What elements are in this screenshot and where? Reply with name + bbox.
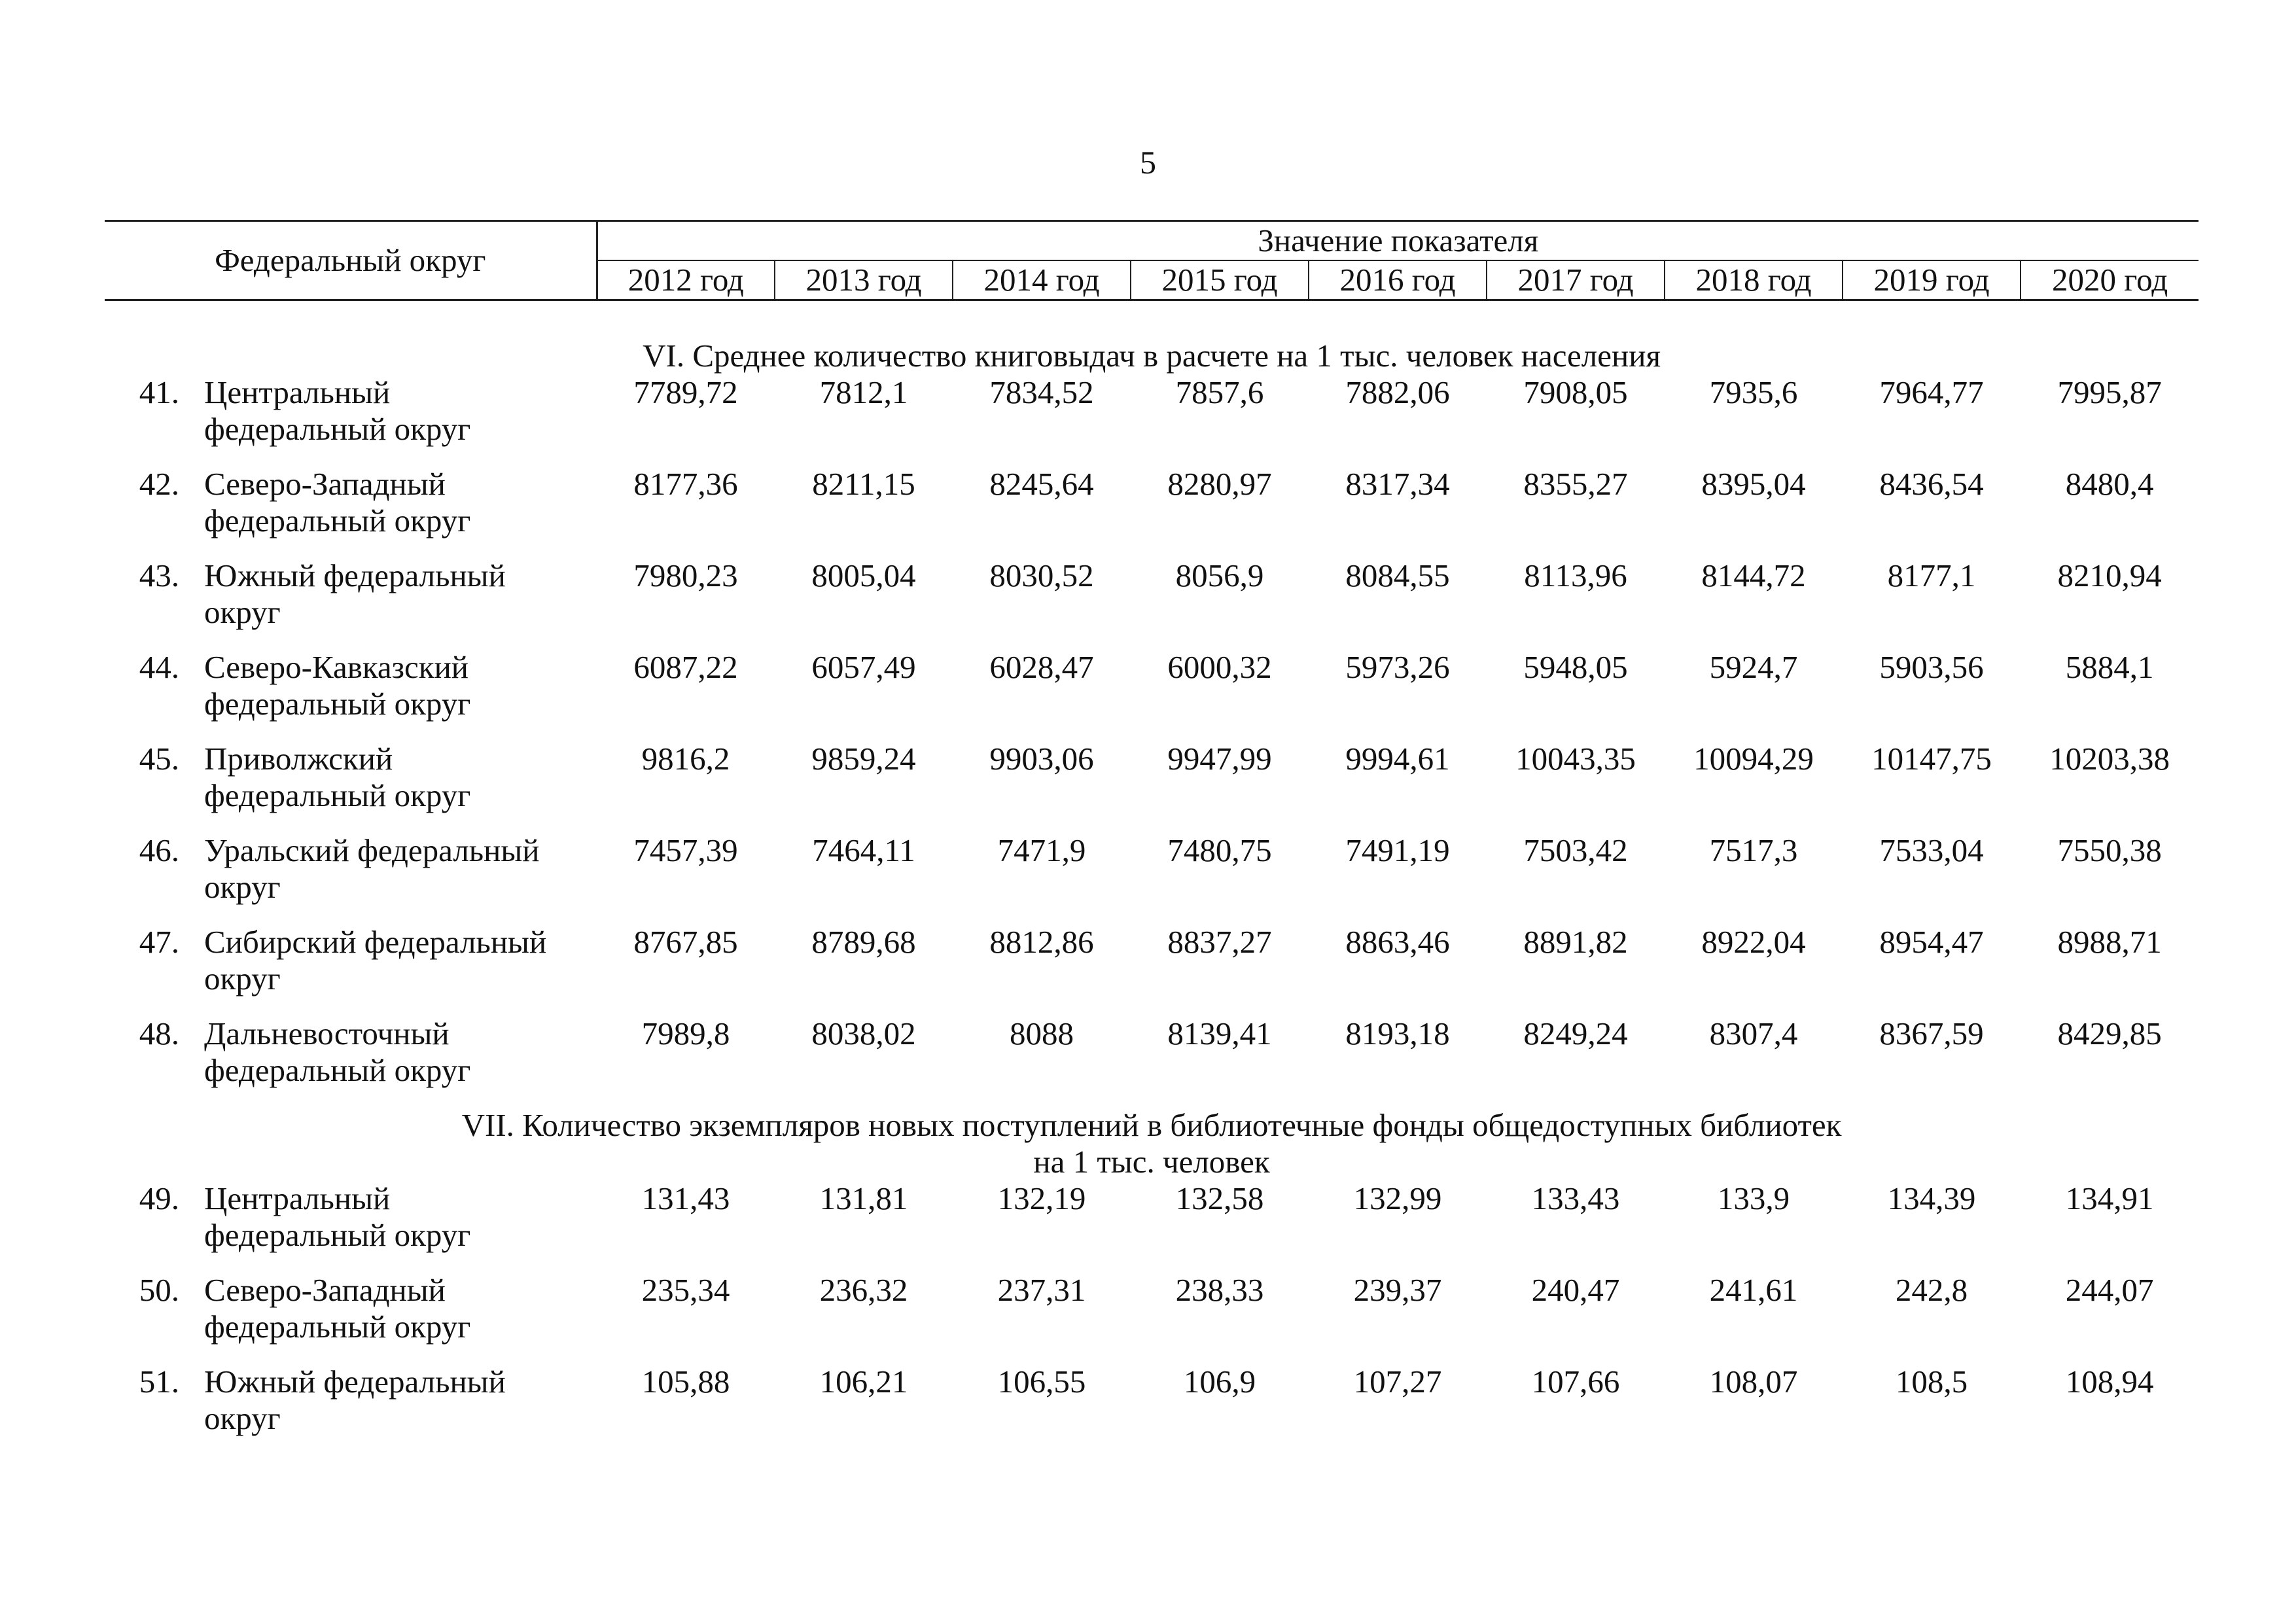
row-number: 44. <box>139 649 179 685</box>
value-cell: 7503,42 <box>1523 832 1628 868</box>
value-cell: 8210,94 <box>2057 557 2162 593</box>
section-title <box>105 300 2199 375</box>
value-cell: 240,47 <box>1531 1272 1620 1308</box>
value-cell: 8144,72 <box>1701 557 1806 593</box>
value-cell: 106,55 <box>997 1364 1086 1400</box>
district-name-line: федеральный округ <box>204 502 471 538</box>
value-cell: 106,21 <box>819 1364 908 1400</box>
table-row <box>105 374 2199 466</box>
value-cell: 239,37 <box>1353 1272 1442 1308</box>
value-cell: 108,94 <box>2065 1364 2154 1400</box>
value-cell: 8005,04 <box>811 557 916 593</box>
table-row <box>105 1364 2199 1455</box>
row-number: 49. <box>139 1180 179 1216</box>
value-cell: 8812,86 <box>989 924 1094 960</box>
value-cell: 238,33 <box>1175 1272 1264 1308</box>
value-cell: 8767,85 <box>633 924 738 960</box>
value-cell: 5884,1 <box>2065 649 2154 685</box>
value-cell: 8355,27 <box>1523 466 1628 502</box>
section-row <box>105 300 2199 375</box>
section-title-line: VII. Количество экземпляров новых поступлений в библиотечные фонды общедоступных библиотек <box>461 1107 1842 1143</box>
value-cell: 9859,24 <box>811 741 916 777</box>
value-cell: 6087,22 <box>633 649 738 685</box>
value-cell: 242,8 <box>1895 1272 1968 1308</box>
district-name <box>204 649 597 741</box>
district-name-line: Уральский федеральный <box>204 832 540 868</box>
value-cell: 7457,39 <box>633 832 738 868</box>
value-cell: 5924,7 <box>1709 649 1798 685</box>
district-name <box>204 466 597 557</box>
value-cell: 132,99 <box>1353 1180 1442 1216</box>
value-cell: 244,07 <box>2065 1272 2154 1308</box>
value-cell: 7995,87 <box>2057 374 2162 410</box>
table-row <box>105 741 2199 832</box>
value-cell: 106,9 <box>1183 1364 1256 1400</box>
value-cell: 8922,04 <box>1701 924 1806 960</box>
value-cell: 131,43 <box>641 1180 730 1216</box>
value-cell: 8280,97 <box>1167 466 1272 502</box>
value-cell: 10203,38 <box>2049 741 2170 777</box>
row-number: 48. <box>139 1015 179 1051</box>
year-header: 2019 год <box>1843 260 2021 300</box>
district-name-line: Приволжский <box>204 741 393 777</box>
district-name-line: федеральный округ <box>204 777 471 813</box>
table-row <box>105 832 2199 924</box>
district-header: Федеральный округ <box>105 221 597 300</box>
district-name-line: Северо-Западный <box>204 1272 446 1308</box>
value-cell: 133,9 <box>1717 1180 1790 1216</box>
district-name-line: Сибирский федеральный <box>204 924 547 960</box>
value-cell: 7491,19 <box>1345 832 1450 868</box>
value-cell: 8249,24 <box>1523 1015 1628 1051</box>
district-name-line: федеральный округ <box>204 1309 471 1345</box>
section-title-line: VI. Среднее количество книговыдач в расчете на 1 тыс. человек населения <box>643 338 1661 374</box>
value-cell: 134,39 <box>1887 1180 1976 1216</box>
row-number: 50. <box>139 1272 179 1308</box>
table-row <box>105 1015 2199 1107</box>
value-cell: 8429,85 <box>2057 1015 2162 1051</box>
value-cell: 7464,11 <box>812 832 915 868</box>
value-cell: 8367,59 <box>1879 1015 1984 1051</box>
value-cell: 7989,8 <box>641 1015 730 1051</box>
value-cell: 8030,52 <box>989 557 1094 593</box>
table-row <box>105 1180 2199 1272</box>
district-name <box>204 924 597 1015</box>
row-number: 42. <box>139 466 179 502</box>
value-cell: 7812,1 <box>819 374 908 410</box>
value-cell: 10043,35 <box>1515 741 1636 777</box>
value-cell: 8056,9 <box>1175 557 1264 593</box>
value-cell: 237,31 <box>997 1272 1086 1308</box>
district-name-line: округ <box>204 869 281 905</box>
value-cell: 132,19 <box>997 1180 1086 1216</box>
year-header: 2020 год <box>2021 260 2199 300</box>
value-cell: 8480,4 <box>2065 466 2154 502</box>
value-cell: 6057,49 <box>811 649 916 685</box>
table-row <box>105 1272 2199 1364</box>
value-cell: 8177,36 <box>633 466 738 502</box>
row-number: 45. <box>139 741 179 777</box>
value-cell: 108,5 <box>1895 1364 1968 1400</box>
value-cell: 7980,23 <box>633 557 738 593</box>
value-cell: 8245,64 <box>989 466 1094 502</box>
value-cell: 7908,05 <box>1523 374 1628 410</box>
value-cell: 7964,77 <box>1879 374 1984 410</box>
value-cell: 9903,06 <box>989 741 1094 777</box>
value-cell: 8863,46 <box>1345 924 1450 960</box>
value-cell: 8789,68 <box>811 924 916 960</box>
district-name-line: Северо-Кавказский <box>204 649 469 685</box>
value-cell: 6000,32 <box>1167 649 1272 685</box>
value-cell: 8988,71 <box>2057 924 2162 960</box>
year-header: 2015 год <box>1131 260 1309 300</box>
table-row <box>105 557 2199 649</box>
year-header: 2013 год <box>775 260 953 300</box>
district-name-line: Центральный <box>204 1180 391 1216</box>
value-cell: 10094,29 <box>1693 741 1814 777</box>
value-cell: 133,43 <box>1531 1180 1620 1216</box>
value-cell: 7550,38 <box>2057 832 2162 868</box>
value-cell: 9994,61 <box>1345 741 1450 777</box>
value-cell: 7935,6 <box>1709 374 1798 410</box>
district-name <box>204 832 597 924</box>
value-cell: 8088 <box>1010 1015 1074 1051</box>
page-number: 5 <box>1140 144 1156 181</box>
year-header: 2012 год <box>597 260 775 300</box>
year-header: 2018 год <box>1665 260 1843 300</box>
row-number: 43. <box>139 557 179 593</box>
value-cell: 8177,1 <box>1887 557 1976 593</box>
indicator-table <box>105 220 2199 1455</box>
value-cell: 8837,27 <box>1167 924 1272 960</box>
value-cell: 8891,82 <box>1523 924 1628 960</box>
value-cell: 7882,06 <box>1345 374 1450 410</box>
table-row <box>105 466 2199 557</box>
value-cell: 7834,52 <box>989 374 1094 410</box>
section-title <box>105 1107 2199 1180</box>
value-cell: 108,07 <box>1709 1364 1798 1400</box>
value-cell: 8395,04 <box>1701 466 1806 502</box>
value-cell: 7517,3 <box>1709 832 1798 868</box>
district-name-line: Центральный <box>204 374 391 410</box>
year-header: 2016 год <box>1309 260 1487 300</box>
district-name-line: Северо-Западный <box>204 466 446 502</box>
value-cell: 8307,4 <box>1709 1015 1798 1051</box>
value-cell: 8038,02 <box>811 1015 916 1051</box>
district-name-line: федеральный округ <box>204 1217 471 1253</box>
section-row <box>105 1107 2199 1180</box>
district-name <box>204 1180 597 1272</box>
value-cell: 8139,41 <box>1167 1015 1272 1051</box>
district-name <box>204 557 597 649</box>
value-cell: 8317,34 <box>1345 466 1450 502</box>
value-cell: 8113,96 <box>1524 557 1627 593</box>
district-name-line: федеральный округ <box>204 1052 471 1088</box>
indicator-value-header: Значение показателя <box>597 221 2199 261</box>
district-name-line: округ <box>204 594 281 630</box>
value-cell: 241,61 <box>1709 1272 1798 1308</box>
value-cell: 5903,56 <box>1879 649 1984 685</box>
district-name-line: федеральный округ <box>204 686 471 722</box>
district-name <box>204 741 597 832</box>
value-cell: 7533,04 <box>1879 832 1984 868</box>
value-cell: 7789,72 <box>633 374 738 410</box>
district-name-line: Южный федеральный <box>204 1364 506 1400</box>
table-row <box>105 649 2199 741</box>
value-cell: 105,88 <box>641 1364 730 1400</box>
value-cell: 7857,6 <box>1175 374 1264 410</box>
value-cell: 8193,18 <box>1345 1015 1450 1051</box>
section-title-line: на 1 тыс. человек <box>1033 1144 1270 1180</box>
value-cell: 8436,54 <box>1879 466 1984 502</box>
district-name <box>204 1364 597 1455</box>
value-cell: 131,81 <box>819 1180 908 1216</box>
district-name <box>204 1015 597 1107</box>
value-cell: 236,32 <box>819 1272 908 1308</box>
value-cell: 5973,26 <box>1345 649 1450 685</box>
year-header: 2017 год <box>1487 260 1665 300</box>
district-name-line: округ <box>204 1400 281 1436</box>
row-number: 47. <box>139 924 179 960</box>
row-number: 41. <box>139 374 179 410</box>
value-cell: 235,34 <box>641 1272 730 1308</box>
value-cell: 107,66 <box>1531 1364 1620 1400</box>
value-cell: 7471,9 <box>997 832 1086 868</box>
district-name-line: Южный федеральный <box>204 557 506 593</box>
value-cell: 9947,99 <box>1167 741 1272 777</box>
value-cell: 10147,75 <box>1871 741 1992 777</box>
value-cell: 132,58 <box>1175 1180 1264 1216</box>
value-cell: 6028,47 <box>989 649 1094 685</box>
year-header: 2014 год <box>953 260 1131 300</box>
value-cell: 9816,2 <box>641 741 730 777</box>
value-cell: 107,27 <box>1353 1364 1442 1400</box>
row-number: 46. <box>139 832 179 868</box>
district-name <box>204 1272 597 1364</box>
district-name-line: федеральный округ <box>204 411 471 447</box>
value-cell: 7480,75 <box>1167 832 1272 868</box>
district-name-line: Дальневосточный <box>204 1015 450 1051</box>
table-row <box>105 924 2199 1015</box>
value-cell: 5948,05 <box>1523 649 1628 685</box>
value-cell: 8954,47 <box>1879 924 1984 960</box>
value-cell: 8211,15 <box>812 466 915 502</box>
district-name <box>204 374 597 466</box>
row-number: 51. <box>139 1364 179 1400</box>
value-cell: 8084,55 <box>1345 557 1450 593</box>
value-cell: 134,91 <box>2065 1180 2154 1216</box>
district-name-line: округ <box>204 961 281 996</box>
